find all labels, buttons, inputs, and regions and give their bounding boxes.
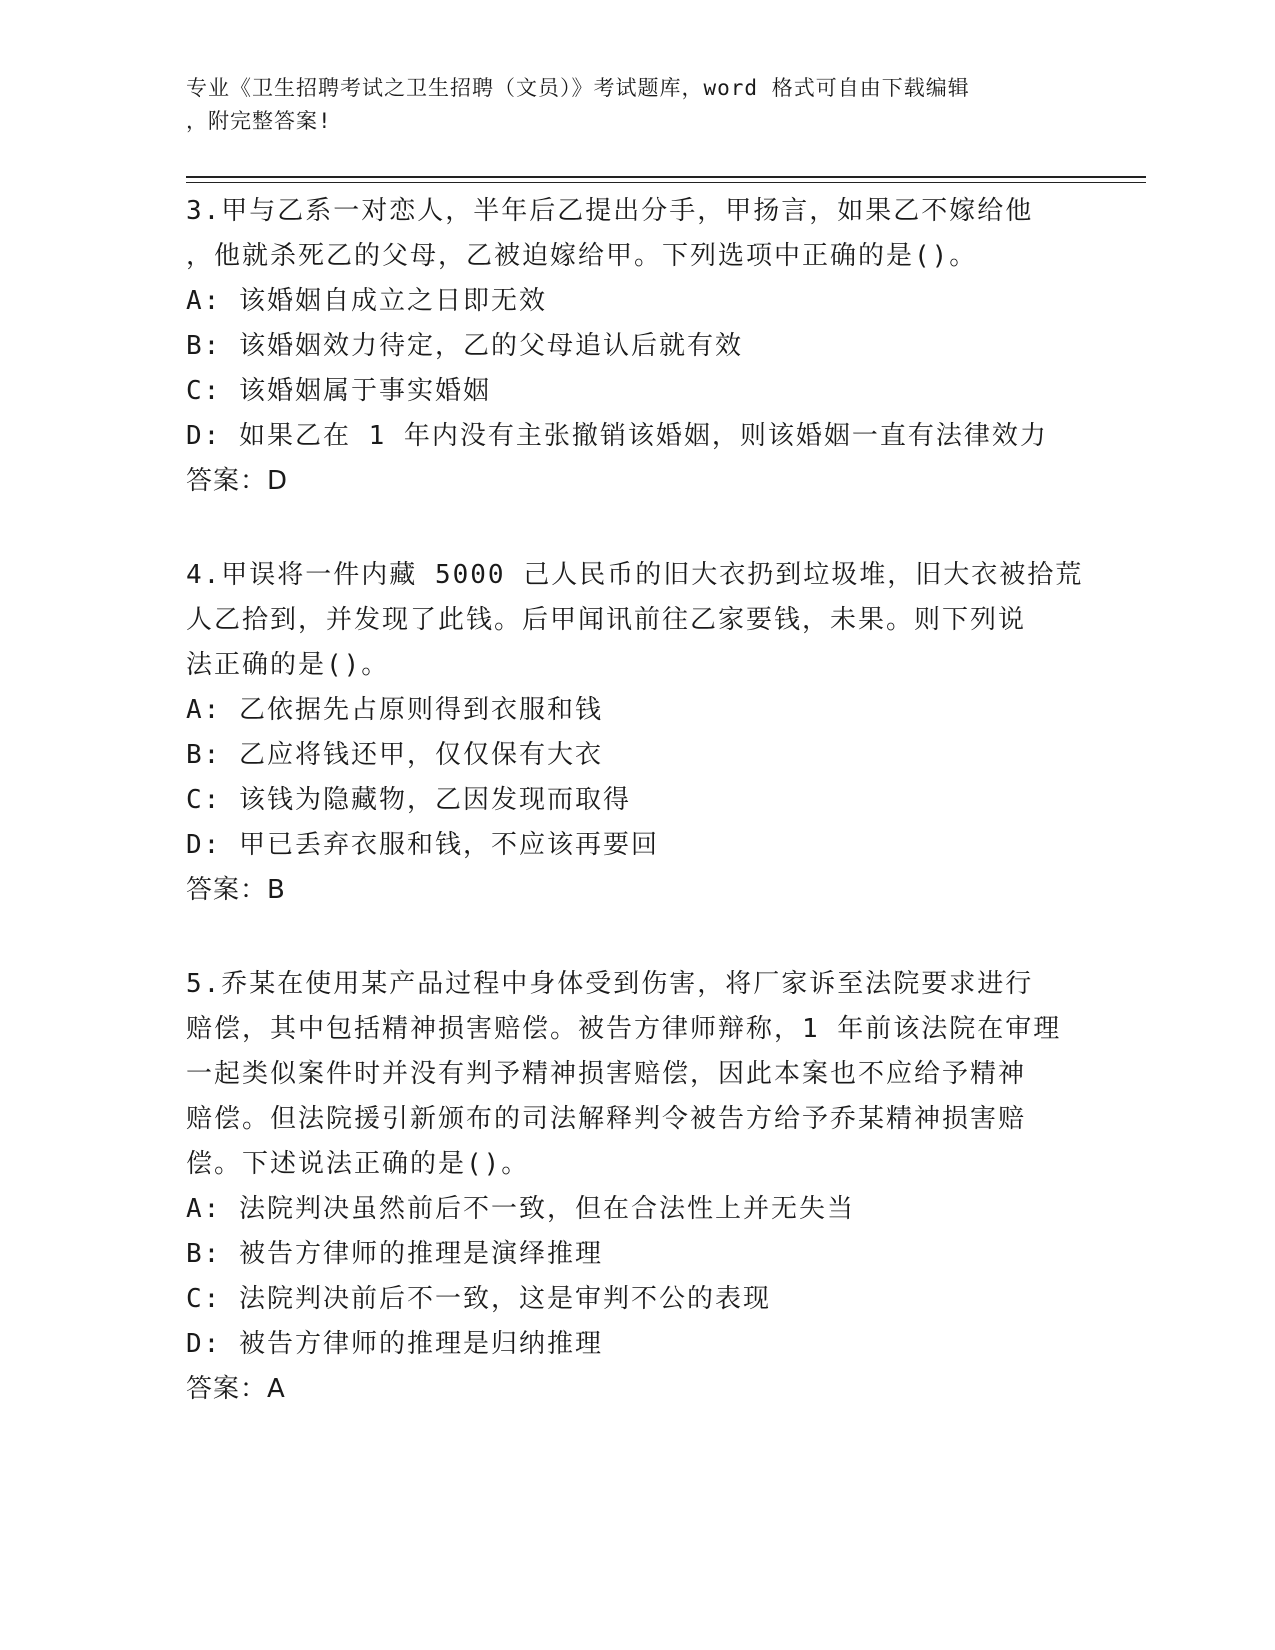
document-header bbox=[186, 72, 1066, 138]
question-text bbox=[186, 189, 1076, 279]
question-text-line: 3.甲与乙系一对恋人，半年后乙提出分手，甲扬言，如果乙不嫁给他 bbox=[186, 196, 1034, 226]
question-text-line: 偿。下述说法正确的是()。 bbox=[186, 1149, 530, 1179]
option-c: C: 该钱为隐藏物，乙因发现而取得 bbox=[186, 785, 631, 815]
question-text-line: 法正确的是()。 bbox=[186, 650, 390, 680]
option-b: B: 乙应将钱还甲，仅仅保有大衣 bbox=[186, 740, 603, 770]
option-a: A: 乙依据先占原则得到衣服和钱 bbox=[186, 695, 603, 725]
option-c: C: 法院判决前后不一致，这是审判不公的表现 bbox=[186, 1284, 771, 1314]
option-b: B: 该婚姻效力待定，乙的父母追认后就有效 bbox=[186, 331, 743, 361]
question-text-line: 4.甲误将一件内藏 5000 己人民币的旧大衣扔到垃圾堆，旧大衣被拾荒 bbox=[186, 560, 1084, 590]
option-c: C: 该婚姻属于事实婚姻 bbox=[186, 376, 491, 406]
answer-label: 答案：D bbox=[186, 466, 289, 496]
question-text-line: 一起类似案件时并没有判予精神损害赔偿，因此本案也不应给予精神 bbox=[186, 1059, 1027, 1089]
question-text-line: 5.乔某在使用某产品过程中身体受到伤害，将厂家诉至法院要求进行 bbox=[186, 969, 1034, 999]
header-line-1: 专业《卫生招聘考试之卫生招聘（文员）》考试题库，word 格式可自由下载编辑 bbox=[186, 76, 970, 100]
question-text bbox=[186, 553, 1084, 688]
question-text bbox=[186, 962, 1076, 1187]
question-text-line: 赔偿，其中包括精神损害赔偿。被告方律师辩称，1 年前该法院在审理 bbox=[186, 1014, 1062, 1044]
question-text-line: 人乙拾到，并发现了此钱。后甲闻讯前往乙家要钱，未果。则下列说 bbox=[186, 605, 1027, 635]
header-divider-thin bbox=[186, 182, 1146, 183]
answer-label: 答案：A bbox=[186, 1374, 286, 1404]
option-d: D: 被告方律师的推理是归纳推理 bbox=[186, 1329, 603, 1359]
option-a: A: 法院判决虽然前后不一致，但在合法性上并无失当 bbox=[186, 1194, 855, 1224]
option-b: B: 被告方律师的推理是演绎推理 bbox=[186, 1239, 603, 1269]
header-divider-thick bbox=[186, 176, 1146, 178]
option-d: D: 如果乙在 1 年内没有主张撤销该婚姻，则该婚姻一直有法律效力 bbox=[186, 421, 1048, 451]
question-3 bbox=[186, 189, 1076, 504]
question-text-line: 赔偿。但法院援引新颁布的司法解释判令被告方给予乔某精神损害赔 bbox=[186, 1104, 1027, 1134]
option-a: A: 该婚姻自成立之日即无效 bbox=[186, 286, 547, 316]
answer-label: 答案：B bbox=[186, 875, 286, 905]
option-d: D: 甲已丢弃衣服和钱，不应该再要回 bbox=[186, 830, 659, 860]
question-4 bbox=[186, 553, 1084, 913]
question-5 bbox=[186, 962, 1076, 1412]
header-line-2: ，附完整答案! bbox=[186, 109, 332, 133]
question-text-line: ，他就杀死乙的父母，乙被迫嫁给甲。下列选项中正确的是()。 bbox=[186, 241, 978, 271]
